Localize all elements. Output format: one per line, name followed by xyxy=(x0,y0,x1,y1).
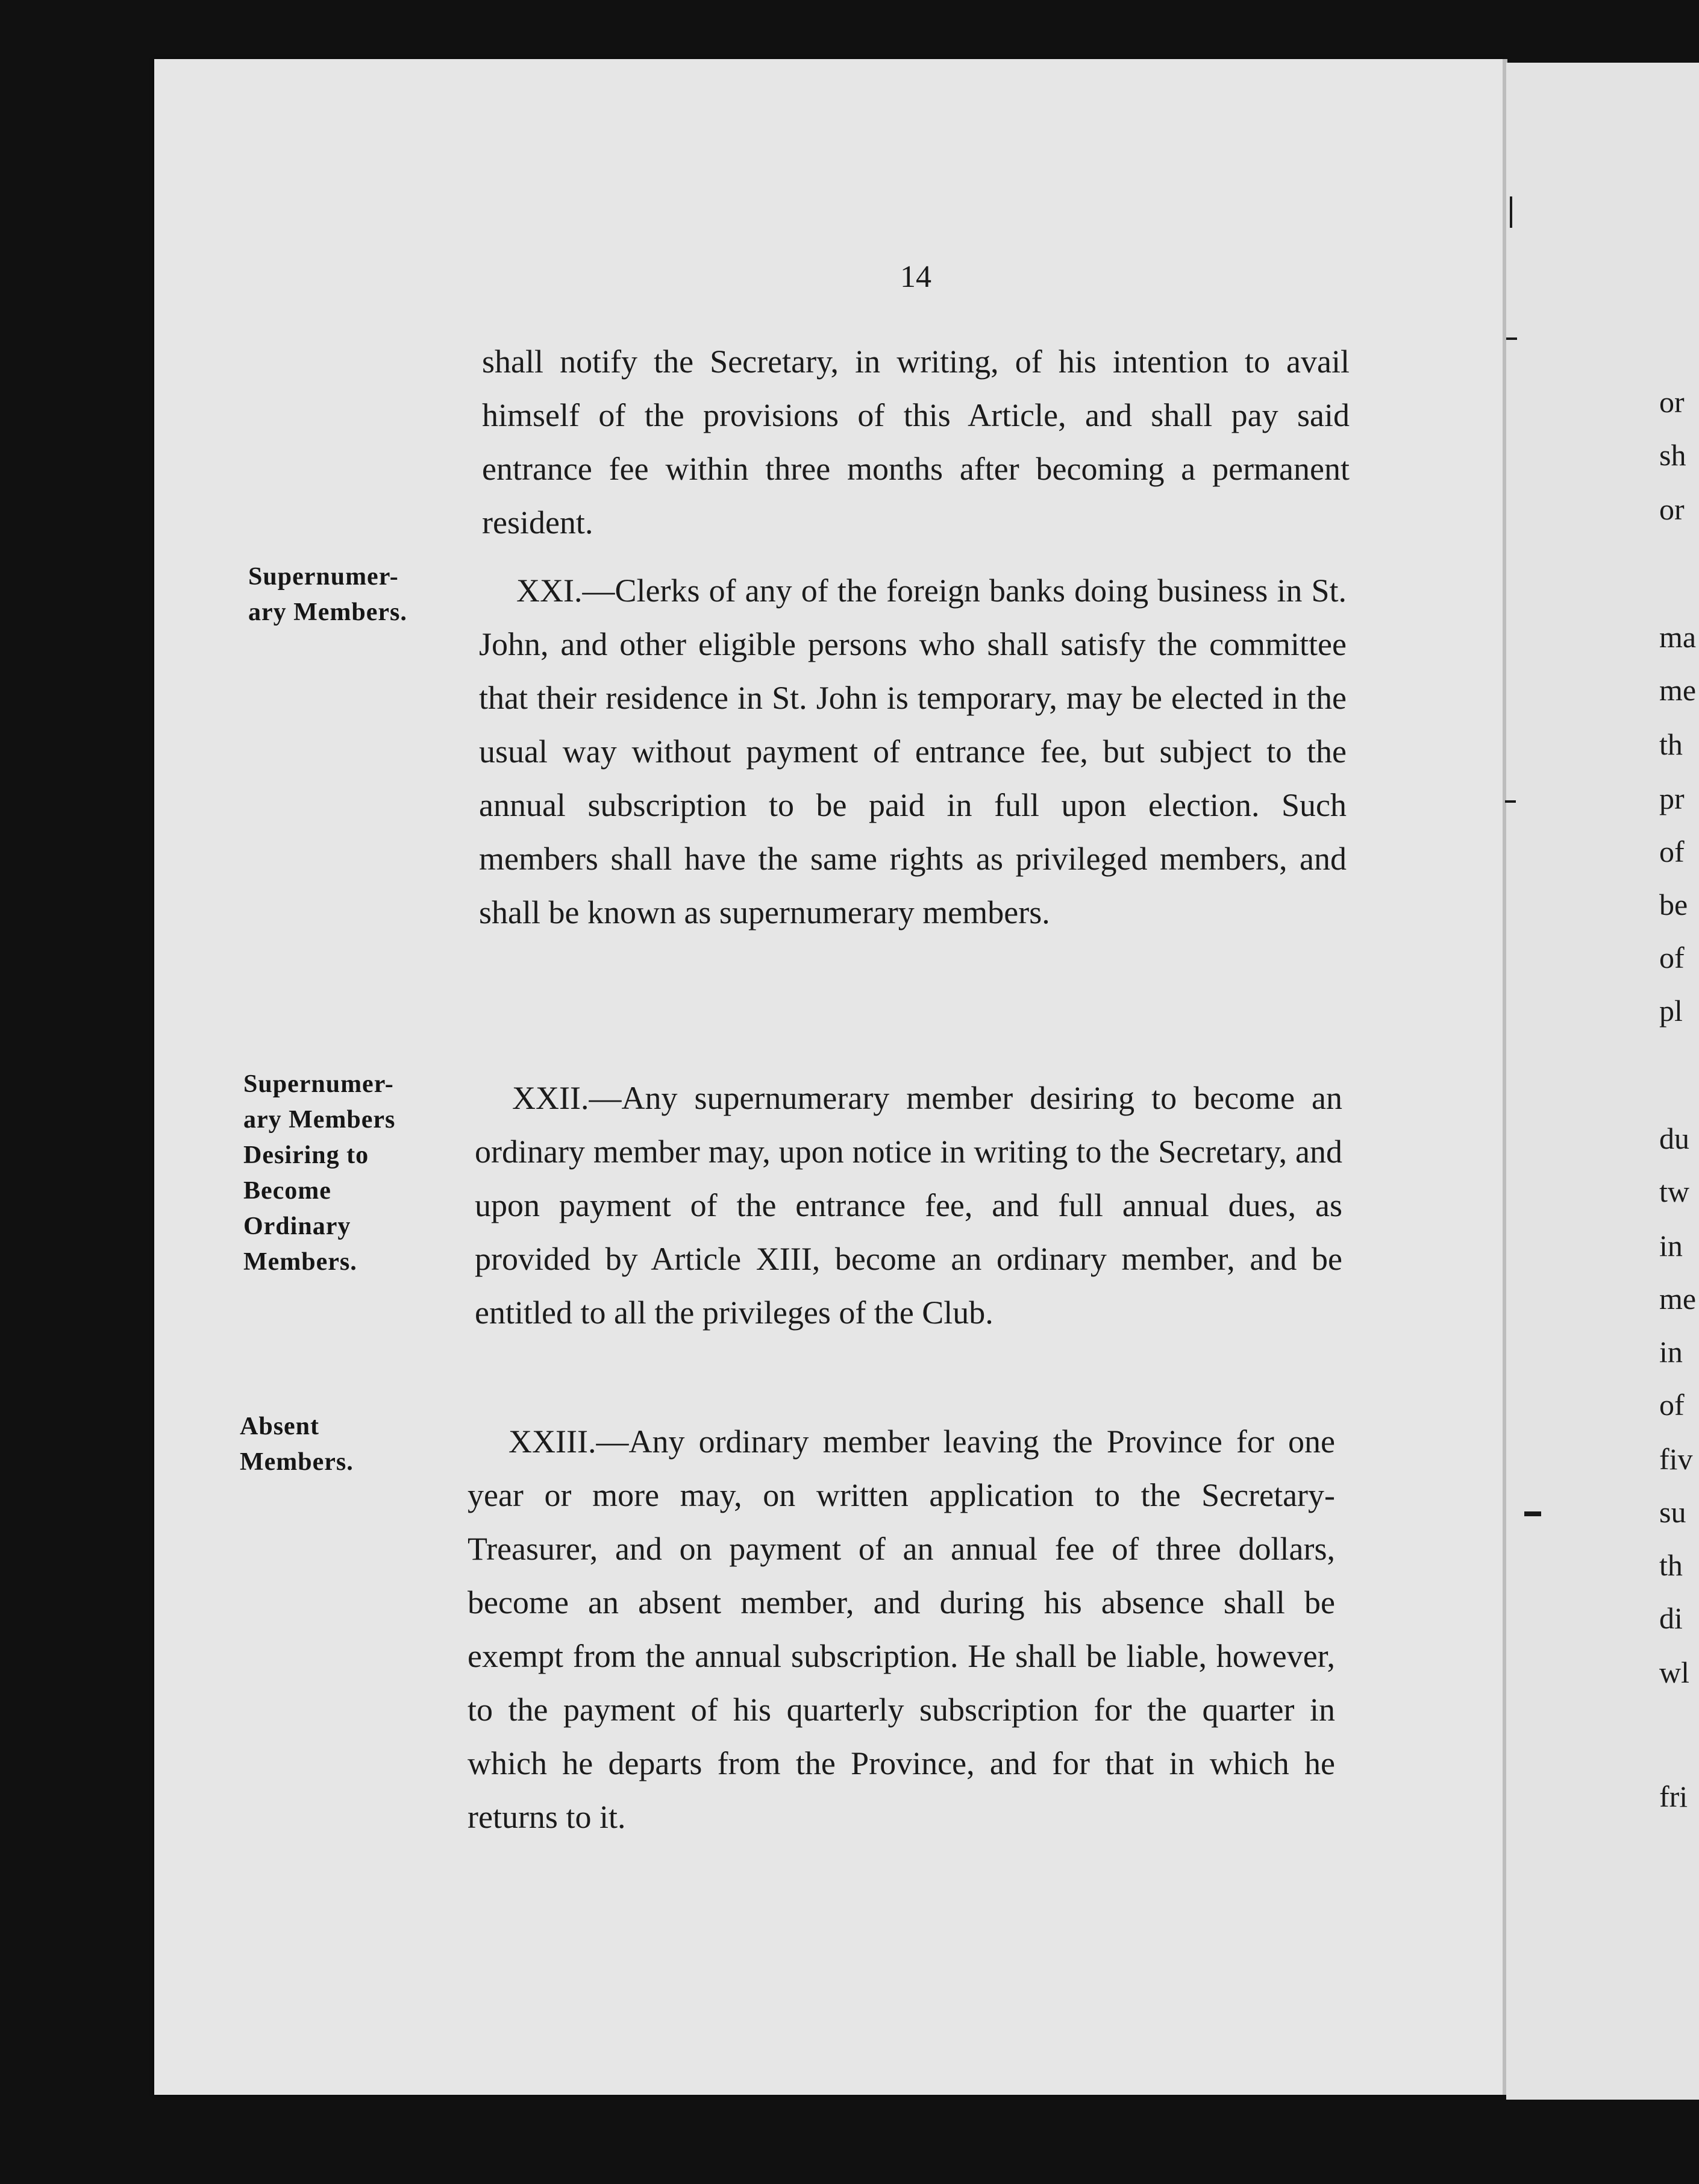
sidenote-supernumerary-to-ordinary: Supernumer- ary Members Desiring to Become Ordinary Members. xyxy=(243,1070,396,1276)
scan-mark xyxy=(1510,196,1512,228)
facing-fragment: ma xyxy=(1659,620,1697,654)
facing-page-column xyxy=(1659,0,1699,2184)
article-xxi: XXI.—Clerks of any of the foreign banks doing business in St. John, and other eligible persons who shall satisfy the committee that their residence in St. John is temporary, may be elected in the usual way without payment of entrance fee, but subject to the annual subscription to be paid in full upon election. Such members shall have the same rights as privileged members, and shall be known as supernumerary members. xyxy=(479,573,1347,930)
facing-fragment: fri xyxy=(1659,1780,1688,1813)
facing-fragment: in xyxy=(1659,1229,1683,1263)
sidenote-supernumerary-members: Supernumer- ary Members. xyxy=(248,563,407,626)
facing-fragment: du xyxy=(1659,1122,1689,1155)
facing-fragment: of xyxy=(1659,941,1685,974)
article-xxii: XXII.—Any supernumerary member desiring to become an ordinary member may, upon notice in writing to the Secretary, and upon payment of the entrance fee, and full annual dues, as provided by Article XIII, become an ordinary member, and be entitled to all the privileges of the Club. xyxy=(475,1080,1342,1331)
facing-fragment: in xyxy=(1659,1335,1683,1369)
sidenote-absent-members: Absent Members. xyxy=(240,1413,354,1476)
facing-fragment: be xyxy=(1659,888,1688,921)
facing-fragment: sh xyxy=(1659,438,1686,472)
facing-fragment: me xyxy=(1659,1282,1697,1316)
facing-fragment: tw xyxy=(1659,1175,1689,1208)
facing-fragment: of xyxy=(1659,1388,1685,1422)
facing-fragment: di xyxy=(1659,1601,1683,1635)
paragraph-continuation: shall notify the Secretary, in writing, of his intention to avail himself of the provisions of this Article, and shall pay said entrance fee within three months after becoming a permanent resident. xyxy=(482,344,1350,541)
scan-mark xyxy=(1506,337,1517,340)
article-xxiii: XXIII.—Any ordinary member leaving the Province for one year or more may, on written application to the Secretary-Treasurer, and on payment of an annual fee of three dollars, become an absent member, and during his absence shall be exempt from the annual subscription. He shall be liable, however, to the payment of his quarterly subscription for the quarter in which he departs from the Province, and for that in which he returns to it. xyxy=(468,1423,1335,1835)
facing-fragment: th xyxy=(1659,1548,1683,1582)
facing-fragment: me xyxy=(1659,673,1697,707)
facing-fragment: su xyxy=(1659,1495,1686,1529)
page-number: 14 xyxy=(900,260,931,294)
facing-fragment: or xyxy=(1659,385,1685,419)
facing-fragment: pl xyxy=(1659,994,1683,1028)
facing-fragment: of xyxy=(1659,835,1685,868)
scan-mark xyxy=(1524,1511,1541,1516)
facing-fragment: wl xyxy=(1659,1655,1689,1689)
scan-mark xyxy=(1505,800,1516,803)
facing-fragment: pr xyxy=(1659,782,1685,815)
facing-fragment: fiv xyxy=(1659,1442,1693,1476)
facing-fragment: th xyxy=(1659,727,1683,761)
facing-fragment: or xyxy=(1659,492,1685,526)
